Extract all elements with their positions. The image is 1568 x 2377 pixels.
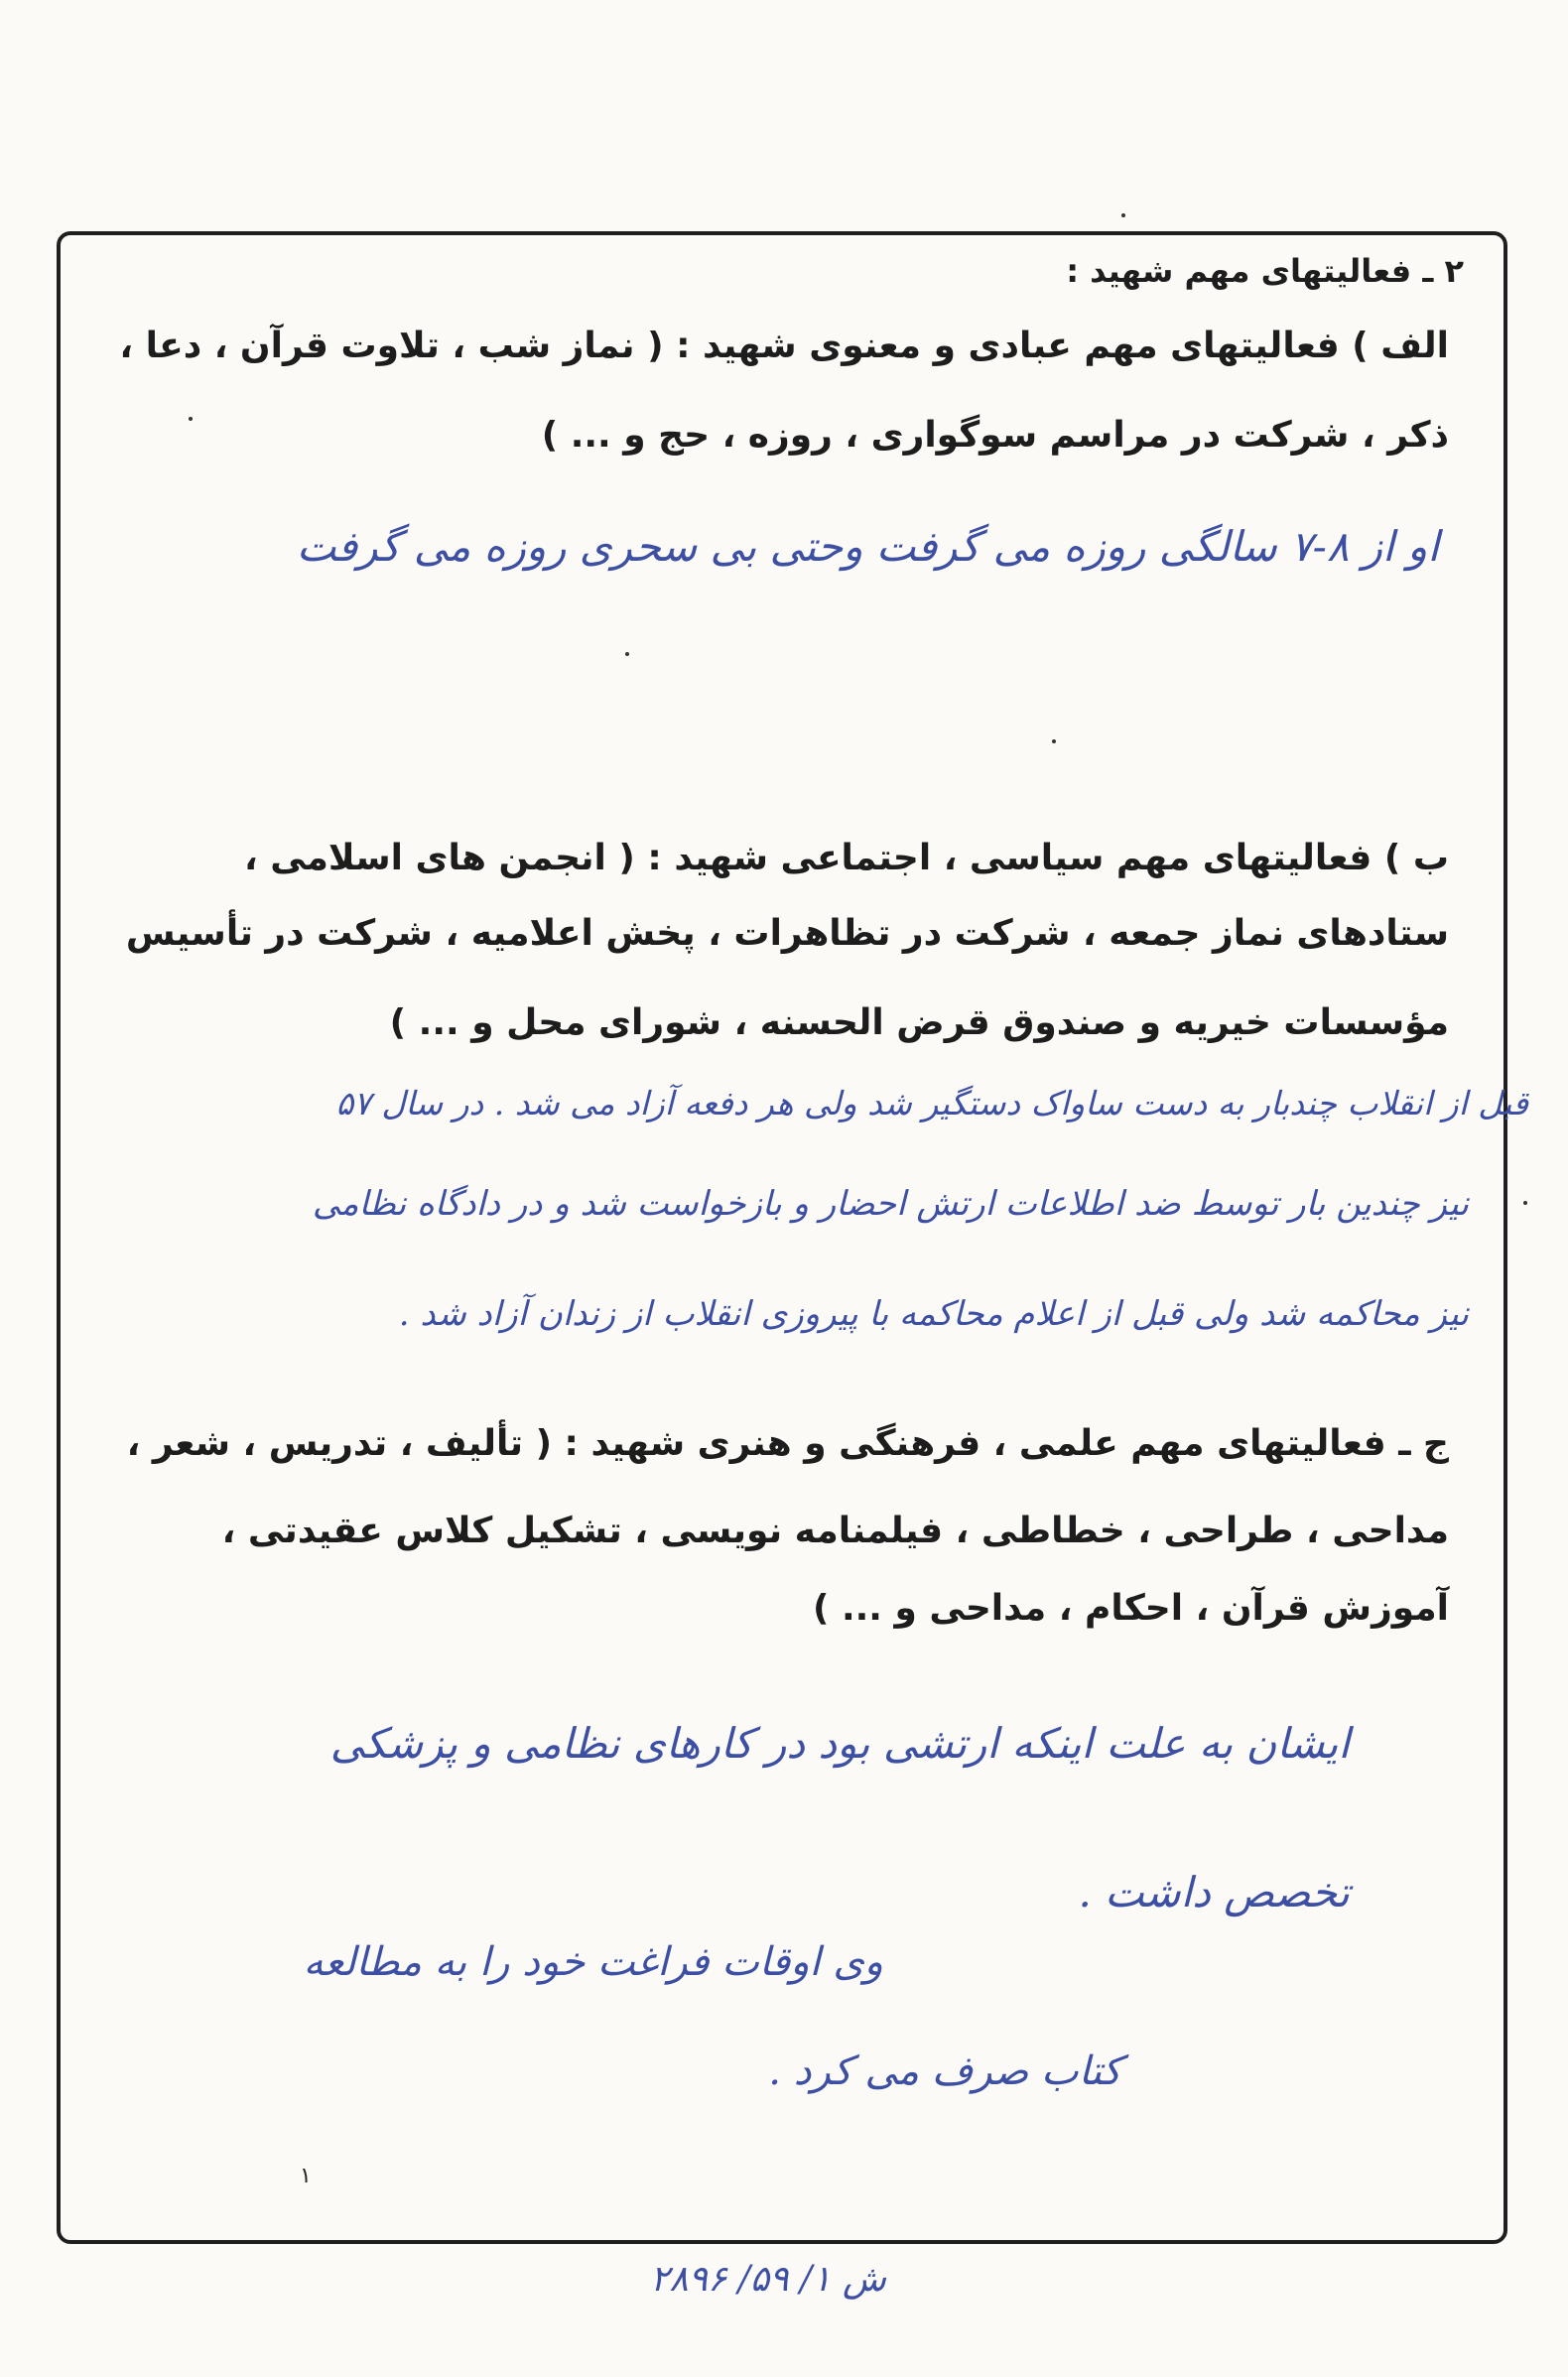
part-c-handwritten-3: وی اوقات فراغت خود را به مطالعه — [303, 1939, 883, 1985]
scan-speck — [189, 417, 193, 421]
part-c-line-2: مداحی ، طراحی ، خطاطی ، فیلمنامه نویسی ، تشکیل کلاس عقیدتی ، — [221, 1511, 1449, 1551]
part-b-line-1: ب ) فعالیتهای مهم سیاسی ، اجتماعی شهید : ( انجمن های اسلامی ، — [244, 838, 1449, 878]
scan-speck — [1121, 213, 1125, 217]
part-a-handwritten-1: او از ۸-۷ سالگی روزه می گرفت وحتی بی سحری روزه می گرفت — [296, 522, 1439, 571]
part-b-line-2: ستادهای نماز جمعه ، شرکت در تظاهرات ، پخش اعلامیه ، شرکت در تأسیس — [125, 913, 1449, 954]
page-number: ۱ — [300, 2164, 312, 2188]
part-b-handwritten-2: نیز چندین بار توسط ضد اطلاعات ارتش احضار و بازخواست شد و در دادگاه نظامی — [312, 1184, 1469, 1224]
part-c-handwritten-1: ایشان به علت اینکه ارتشی بود در کارهای نظامی و پزشکی — [329, 1719, 1350, 1768]
section-title: ۲ ـ فعالیتهای مهم شهید : — [1066, 252, 1464, 290]
scan-speck — [1523, 1201, 1527, 1205]
scan-speck — [625, 652, 629, 656]
part-a-line-1: الف ) فعالیتهای مهم عبادی و معنوی شهید : ( نماز شب ، تلاوت قرآن ، دعا ، — [119, 326, 1449, 366]
part-c-line-1: ج ـ فعالیتهای مهم علمی ، فرهنگی و هنری شهید : ( تألیف ، تدریس ، شعر ، — [126, 1423, 1449, 1464]
part-c-handwritten-2: تخصص داشت . — [1078, 1868, 1350, 1916]
scan-speck — [1052, 739, 1056, 743]
part-c-handwritten-4: کتاب صرف می کرد . — [768, 2048, 1121, 2094]
reference-number: ش ۱/ ۵۹/ ۲۸۹۶ — [650, 2259, 886, 2300]
part-c-line-3: آموزش قرآن ، احکام ، مداحی و ... ) — [812, 1588, 1449, 1629]
part-a-line-2: ذکر ، شرکت در مراسم سوگواری ، روزه ، حج و ... ) — [541, 415, 1449, 456]
part-b-handwritten-1: قبل از انقلاب چندبار به دست ساواک دستگیر شد ولی هر دفعه آزاد می شد . در سال ۵۷ — [335, 1084, 1528, 1122]
part-b-line-3: مؤسسات خیریه و صندوق قرض الحسنه ، شورای محل و ... ) — [389, 1002, 1449, 1043]
part-b-handwritten-3: نیز محاکمه شد ولی قبل از اعلام محاکمه با پیروزی انقلاب از زندان آزاد شد . — [398, 1294, 1469, 1334]
